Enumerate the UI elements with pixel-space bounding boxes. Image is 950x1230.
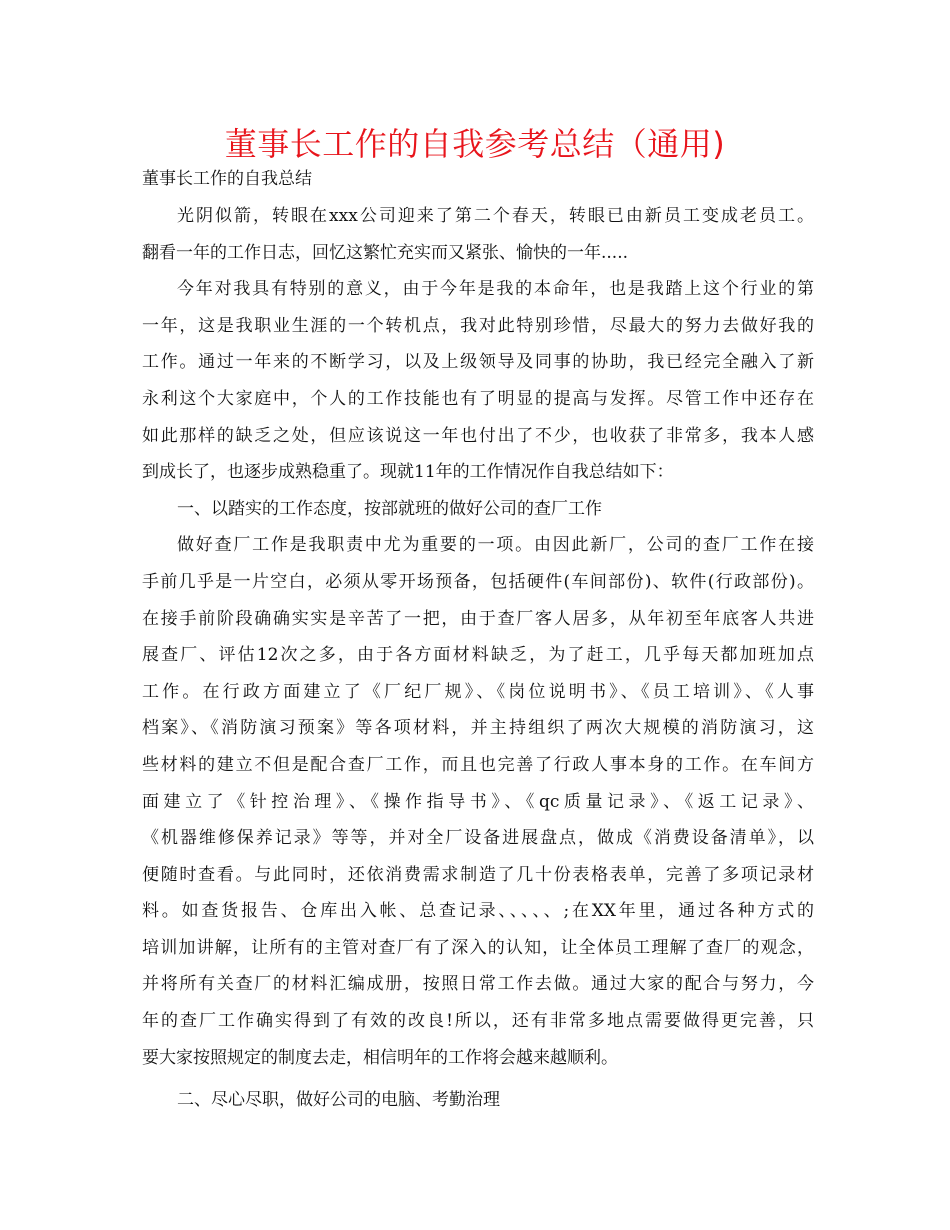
paragraph-line: 翻看一年的工作日志，回忆这繁忙充实而又紧张、愉快的一年..... bbox=[142, 242, 629, 263]
paragraph-line: 手前几乎是一片空白，必须从零开场预备，包括硬件(车间部份)、软件(行政部份)。 bbox=[142, 571, 814, 592]
paragraph-line: 培训加讲解，让所有的主管对查厂有了深入的认知，让全体员工理解了查厂的观念， bbox=[142, 937, 814, 958]
paragraph-line: 《机器维修保养记录》等等，并对全厂设备进展盘点，做成《消费设备清单》，以 bbox=[142, 828, 814, 849]
paragraph-line: 并将所有关查厂的材料汇编成册，按照日常工作去做。通过大家的配合与努力，今 bbox=[142, 974, 814, 995]
section-heading: 一、以踏实的工作态度，按部就班的做好公司的查厂工作 bbox=[177, 498, 602, 519]
paragraph-line: 做好查厂工作是我职责中尤为重要的一项。由因此新厂，公司的查厂工作在接 bbox=[177, 535, 814, 556]
paragraph-line: 如此那样的缺乏之处，但应该说这一年也付出了不少，也收获了非常多，我本人感 bbox=[142, 425, 814, 446]
document-body bbox=[142, 198, 814, 1119]
paragraph-line: 工作。在行政方面建立了《厂纪厂规》、《岗位说明书》、《员工培训》、《人事 bbox=[142, 681, 814, 702]
paragraph-line: 便随时查看。与此同时，还依消费需求制造了几十份表格表单，完善了多项记录材 bbox=[142, 864, 814, 885]
paragraph-line: 展查厂、评估12次之多，由于各方面材料缺乏，为了赶工，几乎每天都加班加点 bbox=[142, 645, 814, 666]
document-subtitle: 董事长工作的自我总结 bbox=[142, 169, 312, 189]
paragraph-line: 今年对我具有特别的意义，由于今年是我的本命年，也是我踏上这个行业的第 bbox=[177, 279, 814, 300]
paragraph-line: 永利这个大家庭中，个人的工作技能也有了明显的提高与发挥。尽管工作中还存在 bbox=[142, 388, 814, 409]
paragraph-line: 光阴似箭，转眼在xxx公司迎来了第二个春天，转眼已由新员工变成老员工。 bbox=[177, 206, 814, 226]
document-title: 董事长工作的自我参考总结（通用) bbox=[224, 125, 726, 163]
section-heading: 二、尽心尽职，做好公司的电脑、考勤治理 bbox=[177, 1090, 500, 1111]
paragraph-line: 工作。通过一年来的不断学习，以及上级领导及同事的协助，我已经完全融入了新 bbox=[142, 352, 814, 373]
paragraph-line: 到成长了，也逐步成熟稳重了。现就11年的工作情况作自我总结如下： bbox=[142, 462, 674, 483]
paragraph-line: 一年，这是我职业生涯的一个转机点，我对此特别珍惜，尽最大的努力去做好我的 bbox=[142, 315, 814, 336]
paragraph-line: 要大家按照规定的制度去走，相信明年的工作将会越来越顺利。 bbox=[142, 1047, 618, 1068]
paragraph-line: 档案》、《消防演习预案》等各项材料，并主持组织了两次大规模的消防演习，这 bbox=[142, 718, 814, 739]
paragraph-line: 面建立了《针控治理》、《操作指导书》、《qc质量记录》、《返工记录》、 bbox=[142, 791, 814, 812]
paragraph-line: 料。如查货报告、仓库出入帐、总查记录、、、、、;在XX年里，通过各种方式的 bbox=[142, 901, 814, 922]
paragraph-line: 些材料的建立不但是配合查厂工作，而且也完善了行政人事本身的工作。在车间方 bbox=[142, 754, 814, 775]
paragraph-line: 在接手前阶段确确实实是辛苦了一把，由于查厂客人居多，从年初至年底客人共进 bbox=[142, 608, 814, 629]
paragraph-line: 年的查厂工作确实得到了有效的改良!所以，还有非常多地点需要做得更完善，只 bbox=[142, 1011, 814, 1032]
